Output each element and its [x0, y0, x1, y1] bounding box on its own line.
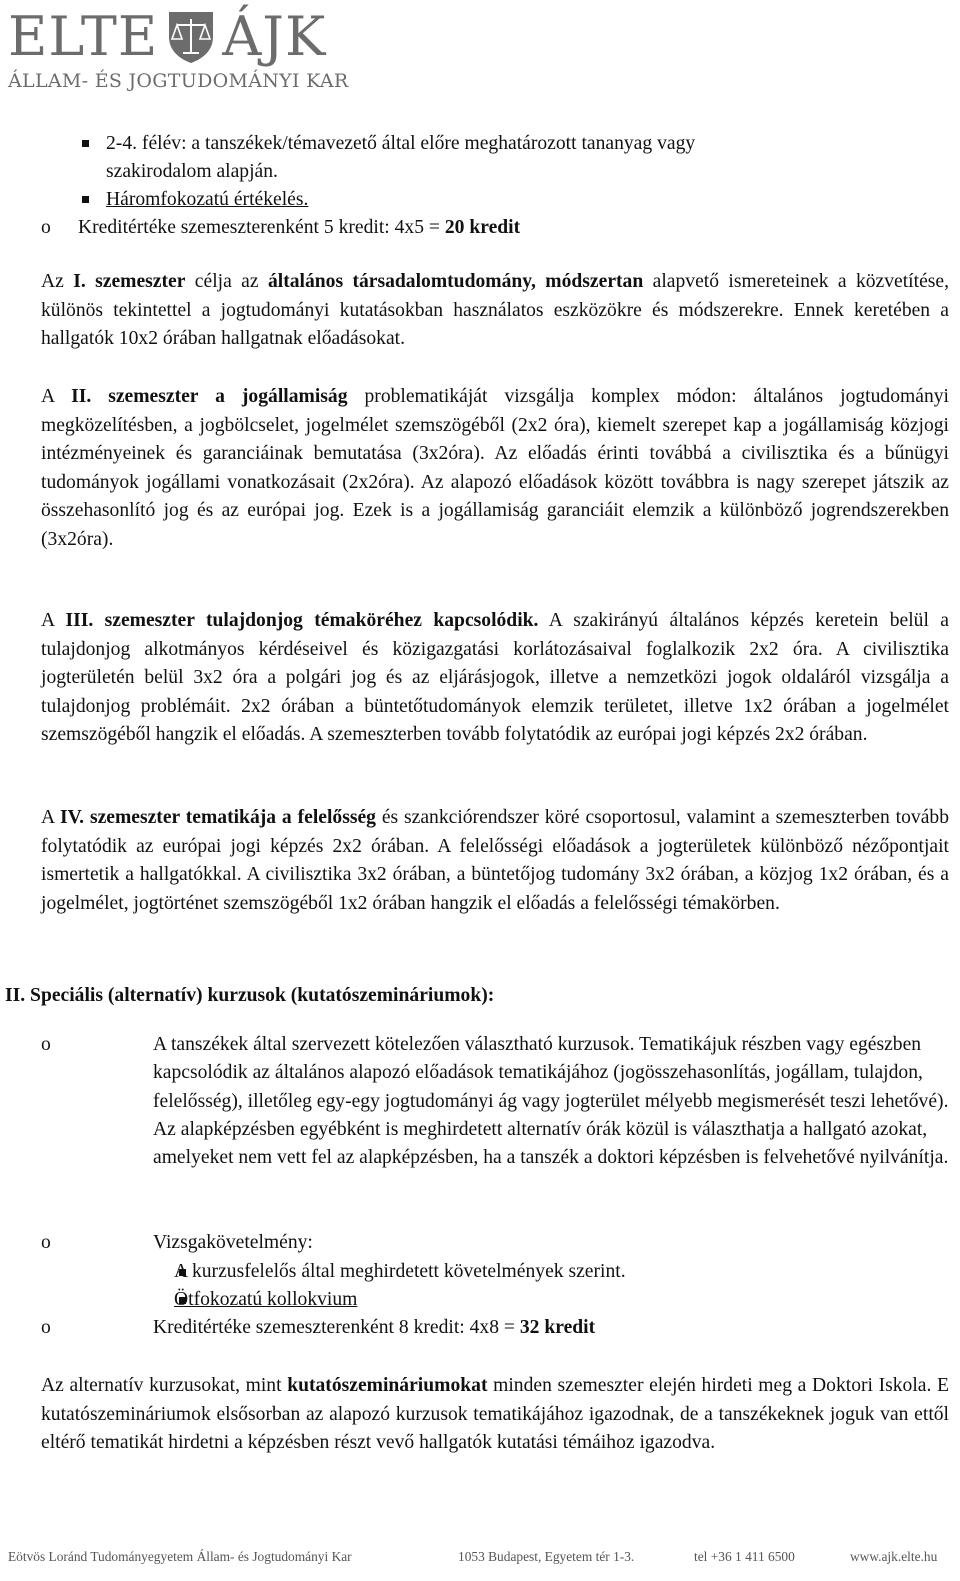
paragraph-semester-3: A III. szemeszter tulajdonjog témaköréhez kapcsolódik. A szakirányú általános képzés keretein belül a tulajdonjog alkotmányos kérdéseivel és közigazgatási korlátozásaival foglalkozik 2x2 óra. A civilisztika jogterületén belül 3x2 óra a polgári jog és az eljárásjogok, illetve a nemzetközi jogok oldaláról vizsgálja a tulajdonjog problémáit. 2x2 órában a büntetőtudományok elemzik területet, illetve 1x2 órában a jogelmélet szemszögéből hangzik el előadás. A szemeszterben tovább folytatódik az európai jogi képzés 2x2 órában. [41, 610, 949, 745]
footer-address: 1053 Budapest, Egyetem tér 1-3. [458, 1549, 635, 1564]
list-item-text: A tanszékek által szervezett kötelezően választható kurzusok. Tematikájuk részben vagy egészben kapcsolódik az általános alapozó előadások tematikájához (jogösszehasonlítás, jogállam, tulajdon, felelősség), illetőleg egy-egy jogtudományi ág vagy jogterület mélyebb megismerését teszi lehetővé). Az alapképzésben egyébként is meghirdetett alternatív órák közül is választhatja a hallgató azokat, amelyeket nem vett fel az alapképzésben, ha a tanszék a doktori képzésben is felvehetővé nyilvánítja. [153, 1034, 949, 1169]
footer-website[interactable]: www.ajk.elte.hu [850, 1549, 938, 1564]
paragraph-semester-4: A IV. szemeszter tematikája a felelősség és szankciórendszer köré csoportosul, valamint a szemeszterben tovább folytatódik az európai jogi képzés 2x2 órában. A felelősségi előadások a jogterületek különböző nézőpontjait ismertetik a hallgatókkal. A civilisztika 3x2 órában, a büntetőjog tudomány 3x2 órában, a közjog 1x2 órában, és a jogelmélet, jogtörténet szemszögéből 1x2 órában hangzik el előadás a felelősségi témakörben. [41, 807, 949, 914]
square-bullet-icon [82, 140, 89, 147]
logo-right: ÁJK [222, 5, 327, 68]
paragraph-semester-2: A II. szemeszter a jogállamiság problematikáját vizsgálja komplex módon: általános jogtudományi megközelítésben, a jogbölcselet, jogelmélet szemszögéből (2x2 óra), kiemelt szerepet kap a jogállamiság közjogi intézményeinek és garanciáinak bemutatása (3x2óra). Az előadás érinti továbbá a civilisztika és a bűnügyi tudományok jogállami vonatkozásait (2x2óra). Az alapozó előadások között továbbra is nagy szerepet játszik az összehasonlító jog és az európai jog. Ezek is a jogállamiság garanciáit elemzik a különböző jogrendszerekben (3x2óra). [41, 386, 949, 550]
crest-icon [166, 9, 216, 65]
sub-list-item: Ötfokozatú kollokvium [174, 1289, 358, 1310]
paragraph-semester-1: Az I. szemeszter célja az általános társadalomtudomány, módszertan alapvető ismereteinek a közvetítése, különös tekintettel a jogtudományi kutatásokban használatos eszközökre és módszerekre. Ennek keretében a hallgatók 10x2 órában hallgatnak előadásokat. [41, 271, 949, 349]
closing-paragraph: Az alternatív kurzusokat, mint kutatószemináriumokat minden szemeszter elején hirdeti meg a Doktori Iskola. E kutatószemináriumok elsősorban az alapozó kurzusok tematikájához igazodnak, de a tanszékeknek joguk van ettől eltérő tematikát hirdetni a képzésben részt vevő hallgatók kutatási témáihoz igazodva. [41, 1375, 949, 1453]
faculty-logo [8, 6, 348, 98]
sub-list-item: A kurzusfelelős által meghirdetett követelmények szerint. [174, 1261, 626, 1282]
footer-phone: tel +36 1 411 6500 [694, 1549, 795, 1564]
logo-subtitle: ÁLLAM- ÉS JOGTUDOMÁNYI KAR [8, 70, 349, 92]
square-bullet-icon [82, 196, 89, 203]
footer-org: Eötvös Loránd Tudományegyetem Állam- és Jogtudományi Kar [8, 1549, 352, 1564]
logo-left: ELTE [8, 5, 159, 68]
section-heading: II. Speciális (alternatív) kurzusok (kutatószemináriumok): [5, 985, 495, 1006]
